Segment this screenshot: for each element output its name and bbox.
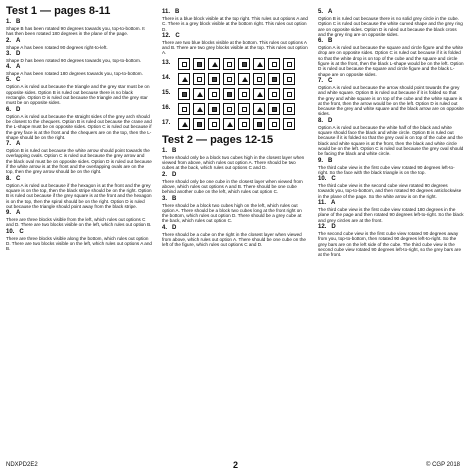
footer-code: NDXPD2E2 [6, 462, 38, 468]
answer-explanation: Shape A has been rotated 90 degrees right-to-left. [6, 44, 108, 50]
answer-item [318, 118, 464, 157]
pattern-square-icon [268, 73, 280, 85]
pattern-square-icon [178, 58, 190, 70]
answer-list-col2 [162, 9, 308, 56]
column-1 [6, 5, 152, 252]
answer-heading: 8. C [6, 175, 21, 182]
pattern-square-icon [283, 88, 295, 100]
answer-item [6, 107, 152, 140]
answer-explanation: Option A is ruled out because the straight sides of the grey arch should be closest to the chequers. Option B is ruled out because the crane and the L-shape must be on opposite sides. Option C is ruled out because if the grey face is at the front and the chequers are on the top, then the L-shape should be on the right. [6, 113, 152, 140]
answer-explanation: The third cube view is the first cube view rotated 90 degrees left-to-right. So the face with the black triangle is on the top. [318, 164, 455, 175]
answer-heading: 9. B [318, 157, 333, 164]
answer-explanation: Shape B has been rotated 90 degrees towards you, top-to-bottom. It has then been rotated 180 degrees in the plane of the page. [6, 26, 145, 37]
pattern-square-icon [178, 73, 190, 85]
answer-explanation: There are three blocks visible along the bottom, which rules out option D. There are two blocks visible on the left, which rules out options A and B. [6, 235, 152, 252]
pattern-square-icon [283, 118, 295, 130]
answer-heading: 9. A [6, 210, 21, 217]
pattern-square-icon [223, 88, 235, 100]
grid-question-row [162, 88, 308, 100]
answer-explanation: Option A is ruled out because the white half of the black and white square should face the black and white circle. Option B is ruled out because if it is folded so that the grey oval is on top of the cube and the black and white square is at the front, then the black and white circle would be on the left. Option C is ruled out because the grey oval should be facing the black and white circle. [318, 124, 464, 157]
grid-question-row [162, 73, 308, 85]
question-number: 14. [162, 75, 171, 82]
grid-answers [162, 58, 308, 130]
question-number: 16. [162, 105, 171, 112]
answer-item [6, 176, 152, 209]
answer-heading: 7. C [318, 77, 333, 84]
pattern-square-icon [223, 73, 235, 85]
pattern-square-icon [268, 103, 280, 115]
answer-explanation: There is a blue block visible at the top right. This rules out options A and C. There is a grey block visible at the bottom right. This rules out option D. [162, 16, 308, 32]
answer-heading: 5. C [6, 77, 21, 84]
answer-explanation: The third cube view is the second cube view rotated 90 degrees towards you, top-to-bottom, and then rotated 90 degrees anticlockwise in the plane of the page. So the white arrow is on the right. [318, 183, 462, 199]
answer-item [6, 210, 152, 228]
answer-explanation: There are three blocks visible from the left, which rules out options C and D. There are two blocks visible on the left, which rules out option B. [6, 217, 152, 228]
answer-explanation: Option A is ruled out because if the hexagon is at the front and the grey square is on the top, then the black stripe should be on the right. Option B is ruled out because if the grey square is at the front and the hexagon is on the top, then the spiral should be on the right. Option D is ruled out because the triangle should point away from the black stripe. [6, 182, 152, 209]
pattern-square-icon [253, 103, 265, 115]
pattern-square-icon [193, 88, 205, 100]
answer-explanation: Option A is ruled out because the square and circle figure and the white drop are on opposite sides. Option C is ruled out because if it is folded so that the white drop is on top of the cube and the square and circle figure is at the front, then the black L-shape would be on the left. Option D is ruled out because the square and circle figure and the black L-shape are on opposite sides. [318, 45, 464, 77]
answer-item [318, 176, 464, 199]
pattern-square-icon [193, 103, 205, 115]
pattern-square-icon [253, 73, 265, 85]
answer-heading: 5. A [318, 9, 333, 15]
pattern-square-icon [253, 88, 265, 100]
question-number: 13. [162, 60, 171, 67]
pattern-square-icon [268, 88, 280, 100]
answer-explanation: There are two blue blocks visible at the bottom. This rules out options A and B. There are two grey blocks visible at the top. This rules out option A. [162, 39, 308, 56]
pattern-square-icon [253, 58, 265, 70]
answer-item [6, 141, 152, 174]
grid-question-row [162, 103, 308, 115]
question-number: 17. [162, 120, 171, 127]
pattern-square-icon [283, 73, 295, 85]
answer-item [318, 200, 464, 223]
question-number: 15. [162, 90, 171, 97]
answer-explanation: Shape A has been rotated 180 degrees towards you, top-to-bottom. [6, 71, 143, 77]
answer-explanation: There should only be one cube in the closest layer when viewed from above, which rules out options A and B. There should be one cube behind another cube on the left, which rules out option C. [162, 178, 303, 195]
answer-heading: 1. B [6, 19, 21, 25]
answer-item [162, 225, 308, 248]
page-number: 2 [233, 460, 239, 470]
answer-explanation: Option A is ruled out because the arrow should point towards the grey and white square. Option B is ruled out because if it is folded so that the grey and white square is on top of the cube and the white square is at the front, then the arrow would be on the left. Option D is ruled out because the grey and white square and the black arrow are on opposite sides. [318, 84, 464, 117]
test-2-title: Test 2 — pages 12-15 [162, 133, 274, 146]
answer-heading: 6. D [6, 106, 21, 113]
pattern-square-icon [178, 88, 190, 100]
pattern-square-icon [208, 58, 220, 70]
answer-item [6, 77, 152, 105]
column-2 [162, 8, 308, 248]
test-1-title: Test 1 — pages 8-11 [6, 5, 111, 17]
answer-item [162, 148, 308, 171]
footer-copyright: © CGP 2018 [426, 462, 460, 468]
answer-item [162, 196, 308, 224]
pattern-square-icon [193, 118, 205, 130]
pattern-square-icon [208, 73, 220, 85]
answer-explanation: There should be a block two cubes high on the left, which rules out option A. There should be a block two cubes long at the front right on the bottom, which rules out option D. There should be a grey cube at the back, which rules out option C. [162, 202, 302, 224]
pattern-square-icon [283, 58, 295, 70]
pattern-square-icon [208, 118, 220, 130]
pattern-square-icon [178, 118, 190, 130]
pattern-square-icon [208, 103, 220, 115]
answer-heading: 12. D [318, 223, 336, 230]
answer-heading: 3. D [6, 50, 21, 57]
answer-item [318, 158, 464, 176]
pattern-square-icon [238, 103, 250, 115]
pattern-square-icon [238, 73, 250, 85]
answer-explanation: There should be a cube on the right in the closest layer when viewed from above, which rules out option A. There should be one cube on the left of the figure, which rules out options C and D. [162, 231, 306, 248]
answer-item [162, 33, 308, 56]
answer-list-test-1 [6, 19, 152, 252]
answer-item [162, 172, 308, 195]
pattern-square-icon [223, 58, 235, 70]
column-3 [318, 8, 464, 257]
answer-heading: 11. B [162, 9, 180, 15]
answer-item [318, 224, 464, 257]
pattern-square-icon [223, 103, 235, 115]
answer-item [6, 19, 152, 37]
answer-item [6, 64, 152, 76]
answer-explanation: The second cube view is the first cube view rotated 90 degrees away from you, top-to-bottom, then rotated 90 degrees left-to-right. So the grey bars are on the left side of the cube. The third cube view is the second cube view rotated 90 degrees left-to-right, so the grey bars are at the front. [318, 230, 461, 258]
answer-item [318, 38, 464, 77]
pattern-square-icon [238, 58, 250, 70]
answer-item [318, 9, 464, 37]
answer-item [6, 229, 152, 252]
answer-explanation: Option A is ruled out because the triangle and the grey star must be on opposite sides. Option B is ruled out because there is no black rectangle. Option D is ruled out because the triangle and the grey star must be on opposite sides. [6, 84, 150, 106]
grid-question-row [162, 58, 308, 70]
pattern-square-icon [283, 103, 295, 115]
pattern-square-icon [268, 118, 280, 130]
answer-item [6, 51, 152, 63]
pattern-square-icon [193, 73, 205, 85]
pattern-square-icon [253, 118, 265, 130]
pattern-square-icon [238, 118, 250, 130]
answer-heading: 8. D [318, 117, 333, 124]
answer-explanation: The third cube view is the first cube view rotated 180 degrees in the plane of the page and then rotated 90 degrees left-to-right. So the black and grey circles are at the front. [318, 207, 464, 223]
answer-heading: 3. B [162, 195, 177, 202]
answer-explanation: Option B is ruled out because there is no solid grey circle in the cube. Option C is ruled out because the white curved shape and the grey ring are on opposite sides. Option D is ruled out because the black cross and the grey ring are on opposite sides. [318, 16, 463, 37]
answer-heading: 4. A [6, 64, 21, 71]
answer-item [162, 9, 308, 32]
answer-explanation: Shape D has been rotated 90 degrees towards you, top-to-bottom. [6, 57, 142, 63]
answer-heading: 2. A [6, 37, 21, 44]
answer-heading: 4. D [162, 224, 177, 231]
answer-item [6, 38, 152, 50]
pattern-square-icon [238, 88, 250, 100]
answer-list-test-2 [162, 148, 308, 248]
pattern-square-icon [268, 58, 280, 70]
answer-heading: 12. C [162, 32, 180, 39]
grid-question-row [162, 118, 308, 130]
pattern-square-icon [178, 103, 190, 115]
answer-explanation: There should only be a block two cubes high in the closest layer when viewed from above, which rules out option A. There should be two cubes at the back, which rules out options C and D. [162, 154, 305, 171]
answer-heading: 2. D [162, 171, 177, 178]
answer-heading: 1. B [162, 147, 177, 154]
answer-list-col3 [318, 9, 464, 257]
answer-explanation: Option B is ruled out because the white arrow should point towards the overlapping ovals. Option C is ruled out because the grey arrow and the black oval must be on opposite sides. Option D is ruled out because if the white arrow is at the front and the overlapping ovals are on the top, then the grey arrow should be on the right. [6, 148, 152, 175]
answer-heading: 6. B [318, 38, 333, 45]
pattern-square-icon [193, 58, 205, 70]
pattern-square-icon [208, 88, 220, 100]
answer-heading: 10. C [318, 176, 336, 183]
answer-heading: 7. A [6, 141, 21, 148]
answer-heading: 10. C [6, 228, 24, 235]
answer-item [318, 78, 464, 117]
pattern-square-icon [223, 118, 235, 130]
answer-heading: 11. A [318, 200, 336, 207]
